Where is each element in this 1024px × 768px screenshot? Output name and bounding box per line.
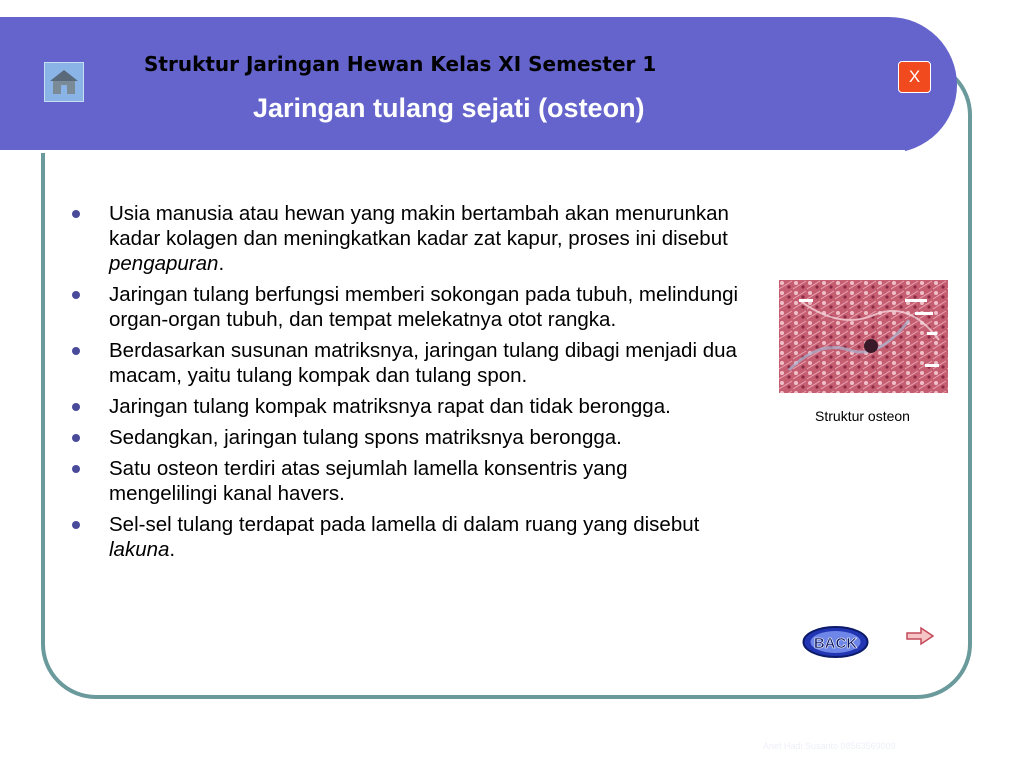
bullet-dot	[72, 347, 80, 355]
bullet-list	[72, 201, 740, 568]
bullet-text: Satu osteon terdiri atas sejumlah lamella konsentris yang mengelilingi kanal havers.	[109, 457, 628, 505]
bullet-text: Berdasarkan susunan matriksnya, jaringan tulang dibagi menjadi dua macam, yaitu tulang kompak dan tulang spon.	[109, 339, 737, 387]
back-button[interactable]	[802, 626, 869, 658]
close-button[interactable]: X	[898, 61, 931, 93]
header-bar	[0, 17, 957, 153]
slide-title: Jaringan tulang sejati (osteon)	[253, 93, 645, 123]
home-button[interactable]	[44, 62, 84, 102]
bullet-text: Sedangkan, jaringan tulang spons matriksnya berongga.	[109, 426, 622, 449]
next-button[interactable]	[906, 626, 934, 646]
bullet-emphasis: lakuna	[109, 538, 170, 561]
bullet-item	[72, 282, 740, 332]
figure-caption: Struktur osteon	[815, 408, 910, 424]
bullet-text-end: .	[169, 538, 176, 561]
header-divider	[0, 150, 905, 153]
bullet-text: Usia manusia atau hewan yang makin bertambah akan menurunkan kadar kolagen dan meningkatkan kadar zat kapur, proses ini disebut	[109, 202, 729, 250]
bullet-item	[72, 394, 740, 419]
bullet-text: Jaringan tulang kompak matriksnya rapat dan tidak berongga.	[109, 395, 671, 418]
bullet-item	[72, 201, 740, 276]
bullet-dot	[72, 210, 80, 218]
bullet-text: Sel-sel tulang terdapat pada lamella di dalam ruang yang disebut	[109, 513, 700, 536]
osteon-image	[779, 280, 948, 393]
bullet-dot	[72, 465, 80, 473]
bullet-dot	[72, 403, 80, 411]
back-label: BACK	[813, 635, 858, 652]
bullet-dot	[72, 291, 80, 299]
bullet-dot	[72, 434, 80, 442]
bullet-item	[72, 512, 740, 562]
bullet-item	[72, 338, 740, 388]
bullet-item	[72, 456, 740, 506]
home-icon	[49, 69, 79, 95]
bullet-dot	[72, 521, 80, 529]
bullet-text-end: .	[218, 252, 225, 275]
footer-credit: Arief Hadi Susanto 08563569009	[763, 741, 896, 751]
bullet-emphasis: pengapuran	[109, 252, 219, 275]
bullet-text: Jaringan tulang berfungsi memberi sokongan pada tubuh, melindungi organ-organ tubuh, dan tempat melekatnya otot rangka.	[109, 283, 739, 331]
arrow-right-icon	[906, 626, 934, 646]
subject-title: Struktur Jaringan Hewan Kelas XI Semester 1	[144, 52, 657, 76]
bullet-item	[72, 425, 740, 450]
